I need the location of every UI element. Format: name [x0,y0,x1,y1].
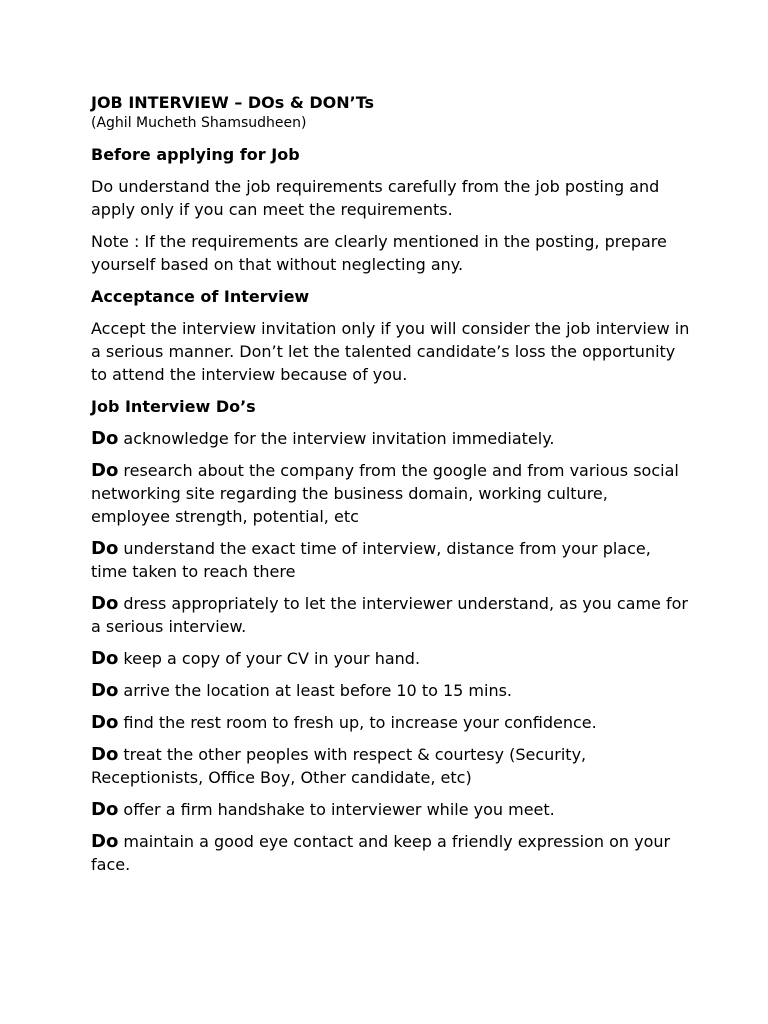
do-keyword: Do [91,538,119,559]
do-item-text: keep a copy of your CV in your hand. [118,649,421,668]
do-list-item [91,459,691,528]
do-item-text: dress appropriately to let the interviewer understand, as you came for a serious interview. [91,594,688,636]
do-item-text: offer a firm handshake to interviewer while you meet. [118,800,555,819]
do-list-item [91,647,691,670]
do-item-text: understand the exact time of interview, distance from your place, time taken to reach there [91,539,651,581]
do-item-text: acknowledge for the interview invitation immediately. [118,429,555,448]
section-heading-before-applying: Before applying for Job [91,145,300,164]
document-author: (Aghil Mucheth Shamsudheen) [91,115,307,131]
do-list-item [91,537,691,583]
do-list-item [91,830,691,876]
do-keyword: Do [91,460,119,481]
do-item-text: research about the company from the google and from various social networking site regarding the business domain, working culture, employee strength, potential, etc [91,461,679,526]
do-list-item [91,711,691,734]
do-keyword: Do [91,712,119,733]
do-list-item [91,798,691,821]
do-keyword: Do [91,831,119,852]
do-item-text: find the rest room to fresh up, to increase your confidence. [118,713,597,732]
paragraph: Accept the interview invitation only if you will consider the job interview in a serious manner. Don’t let the talented candidate’s loss the opportunity to attend the interview because of you. [91,319,690,384]
do-keyword: Do [91,799,119,820]
section-heading-job-interview-dos: Job Interview Do’s [91,397,256,416]
paragraph-note: Note : If the requirements are clearly mentioned in the posting, prepare yourself based on that without neglecting any. [91,232,667,274]
do-keyword: Do [91,428,119,449]
do-keyword: Do [91,648,119,669]
document-title: JOB INTERVIEW – DOs & DON’Ts [91,93,375,112]
do-keyword: Do [91,744,119,765]
do-list-item [91,427,691,450]
do-list-item [91,592,691,638]
section-heading-acceptance: Acceptance of Interview [91,287,310,306]
do-list-item [91,679,691,702]
do-item-text: treat the other peoples with respect & courtesy (Security, Receptionists, Office Boy, Other candidate, etc) [91,745,587,787]
do-keyword: Do [91,593,119,614]
paragraph: Do understand the job requirements carefully from the job posting and apply only if you can meet the requirements. [91,177,660,219]
do-item-text: arrive the location at least before 10 to 15 mins. [118,681,512,700]
do-item-text: maintain a good eye contact and keep a friendly expression on your face. [91,832,671,874]
do-keyword: Do [91,680,119,701]
do-list-item [91,743,691,789]
